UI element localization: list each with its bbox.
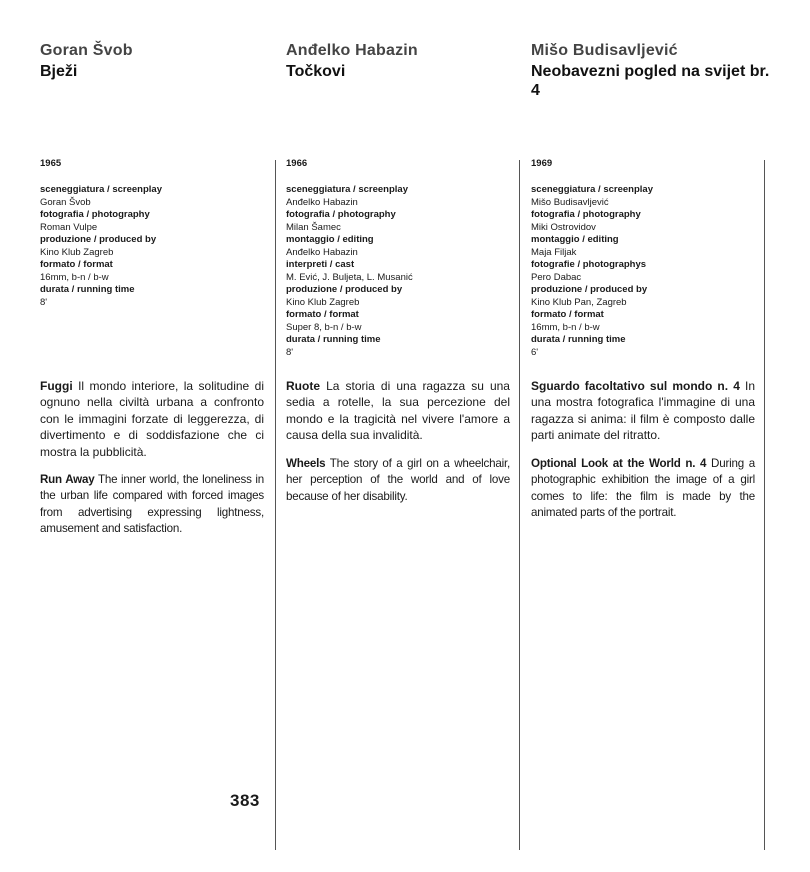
credit-value: Pero Dabac — [531, 271, 582, 283]
credit-label: produzione / produced by — [286, 284, 403, 295]
column-divider — [275, 160, 276, 850]
credit-value: Maja Filjak — [531, 246, 577, 258]
credits-list — [286, 184, 512, 359]
description-english — [531, 456, 755, 522]
credit-label: produzione / produced by — [40, 234, 157, 245]
description-english-title: Run Away — [40, 473, 95, 486]
description-english-title: Optional Look at the World n. 4 — [531, 457, 707, 470]
description-italian-title: Sguardo facoltativo sul mondo n. 4 — [531, 379, 740, 393]
film-year: 1965 — [40, 158, 62, 169]
credit-label: durata / running time — [286, 334, 381, 345]
film-title: Točkovi — [286, 63, 346, 80]
description-english-text: The inner world, the loneliness in the urban life compared with forced images from advertising expressing lightness, amusement and satisfaction. — [40, 473, 264, 536]
description-english-text: During a photographic exhibition the image of a girl comes to life: the film is made by the animated parts of the portrait. — [531, 457, 755, 520]
credit-value: 8' — [286, 346, 294, 358]
credit-label: sceneggiatura / screenplay — [40, 184, 162, 195]
credit-value: Roman Vulpe — [40, 221, 98, 233]
credit-label: formato / format — [40, 259, 113, 270]
credit-label: interpreti / cast — [286, 259, 355, 270]
credit-value: Goran Švob — [40, 196, 91, 208]
column-divider — [519, 160, 520, 850]
credit-value: Kino Klub Pan, Zagreb — [531, 296, 627, 308]
description-italian — [531, 378, 755, 444]
credit-value: Anđelko Habazin — [286, 196, 358, 208]
credit-value: Anđelko Habazin — [286, 246, 358, 258]
credit-label: fotografia / photography — [40, 209, 150, 220]
page-number: 383 — [230, 791, 260, 810]
description-italian — [286, 378, 510, 444]
credit-value: 16mm, b-n / b-w — [531, 321, 600, 333]
credit-label: fotografia / photography — [531, 209, 641, 220]
film-year: 1969 — [531, 158, 553, 169]
credits-list — [531, 184, 757, 359]
credit-label: montaggio / editing — [286, 234, 374, 245]
credit-label: produzione / produced by — [531, 284, 648, 295]
description-italian — [40, 378, 264, 460]
credit-value: Mišo Budisavljević — [531, 196, 609, 208]
director-name: Anđelko Habazin — [286, 42, 418, 59]
credit-label: formato / format — [286, 309, 359, 320]
film-year: 1966 — [286, 158, 308, 169]
credit-label: formato / format — [531, 309, 604, 320]
description-italian-text: La storia di una ragazza su una sedia a rotelle, la sua percezione del mondo e la tragicità nel vivere l'amore a causa della sua invalidità. — [286, 379, 510, 443]
description-italian-text: In una mostra fotografica l'immagine di una ragazza si anima: il film è composto dalle parti animate del ritratto. — [531, 379, 755, 443]
director-name: Goran Švob — [40, 42, 133, 59]
credit-value: Kino Klub Zagreb — [286, 296, 360, 308]
description-english — [40, 472, 264, 538]
film-title: Neobavezni pogled na svijet br. 4 — [531, 63, 770, 99]
description-italian-title: Fuggi — [40, 379, 73, 393]
credit-label: fotografia / photography — [286, 209, 396, 220]
credit-label: montaggio / editing — [531, 234, 619, 245]
credit-value: Super 8, b-n / b-w — [286, 321, 362, 333]
credit-value: Miki Ostrovidov — [531, 221, 596, 233]
director-name: Mišo Budisavljević — [531, 42, 678, 59]
credit-value: Kino Klub Zagreb — [40, 246, 114, 258]
description-english-title: Wheels — [286, 457, 326, 470]
credits-list — [40, 184, 266, 309]
description-english-text: The story of a girl on a wheelchair, her perception of the world and of love because of her disability. — [286, 457, 511, 503]
credit-value: Milan Šamec — [286, 221, 341, 233]
credit-label: durata / running time — [531, 334, 626, 345]
credit-value: M. Ević, J. Buljeta, L. Musanić — [286, 271, 413, 283]
film-title: Bježi — [40, 63, 78, 80]
description-english — [286, 456, 510, 505]
description-italian-title: Ruote — [286, 379, 320, 393]
credit-label: sceneggiatura / screenplay — [531, 184, 653, 195]
credit-value: 6' — [531, 346, 539, 358]
credit-label: sceneggiatura / screenplay — [286, 184, 408, 195]
credit-label: fotografie / photographys — [531, 259, 647, 270]
credit-label: durata / running time — [40, 284, 135, 295]
credit-value: 8' — [40, 296, 48, 308]
description-italian-text: Il mondo interiore, la solitudine di ognuno nella civiltà urbana a confronto con le immagini forzate di leggerezza, di divertimento e di soddisfazione che ci mostra la pubblicità. — [40, 379, 264, 459]
column-divider — [764, 160, 765, 850]
credit-value: 16mm, b-n / b-w — [40, 271, 109, 283]
